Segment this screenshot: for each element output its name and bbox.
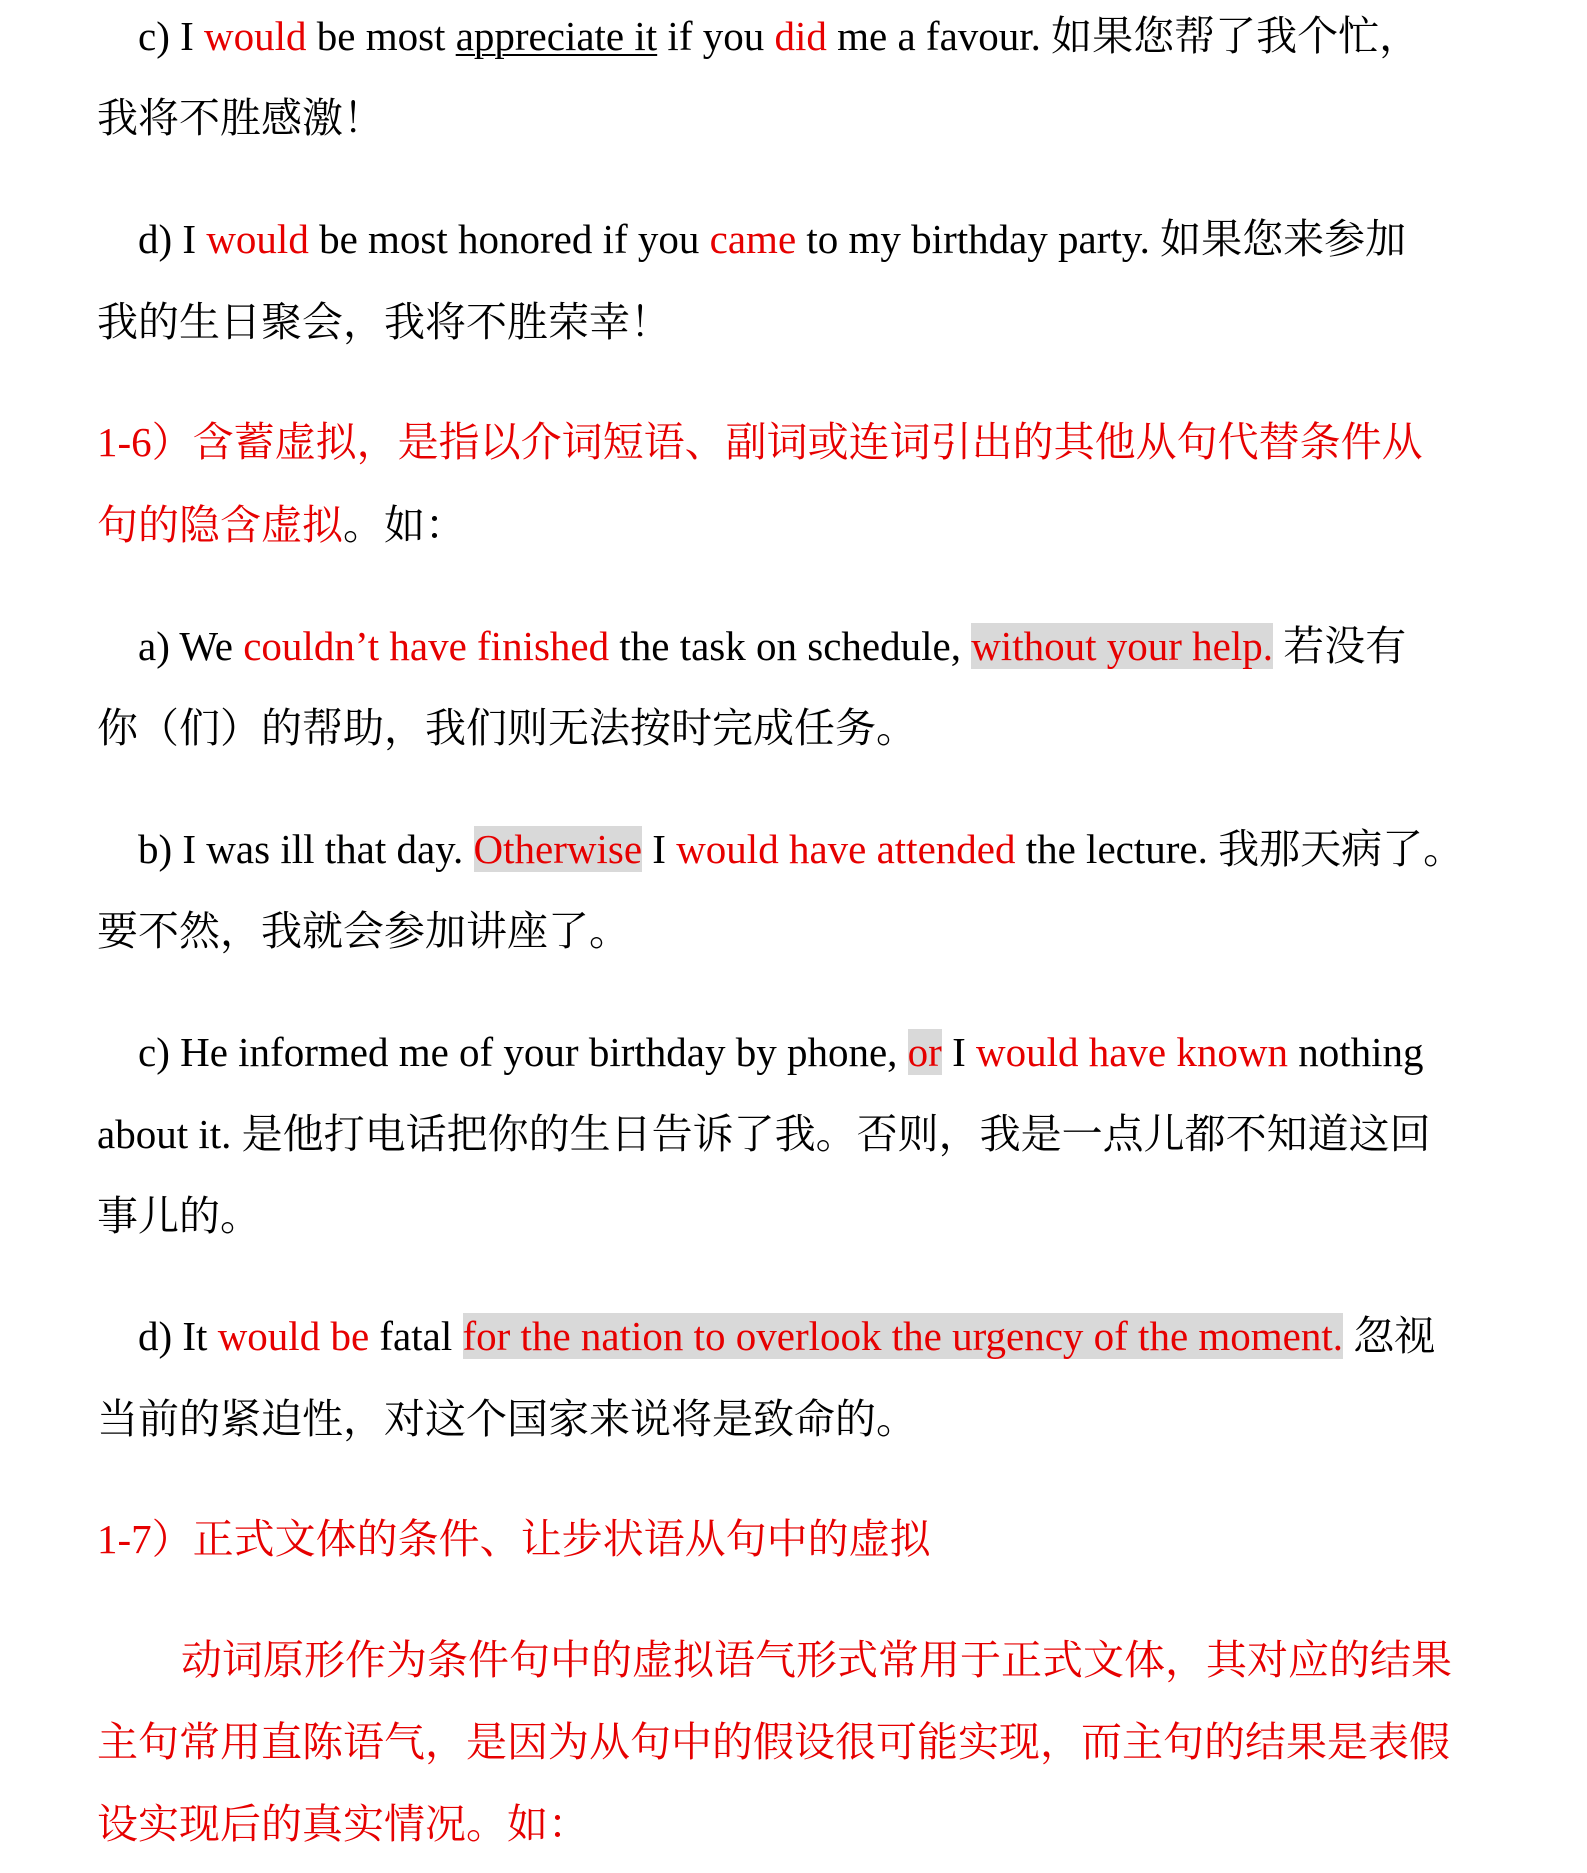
example-d2-text1: d) It: [138, 1313, 218, 1359]
example-c1-line2: 我将不胜感激！: [97, 95, 384, 141]
example-c2-verb: would have known: [975, 1029, 1288, 1075]
section-1-7-para-line3-text: 设实现后的真实情况。如：: [97, 1801, 589, 1847]
example-b-text1: b) I was ill that day.: [138, 826, 474, 872]
example-c1-text1: be most: [306, 13, 456, 59]
example-a-line2: 你（们）的帮助，我们则无法按时完成任务。: [97, 705, 917, 751]
section-1-7-heading: 1-7）正式文体的条件、让步状语从句中的虚拟: [97, 1516, 931, 1562]
example-c1-label: c) I: [138, 13, 205, 59]
example-d2-text3: 忽视: [1343, 1313, 1436, 1359]
example-d1-line1: [138, 211, 1406, 267]
example-d2-verb: would be: [217, 1313, 370, 1359]
example-b-verb: would have attended: [676, 826, 1016, 872]
example-c2-text2: I: [941, 1029, 976, 1075]
example-c1-text2: if you: [657, 13, 775, 59]
section-1-7-para-line3: [97, 1796, 589, 1852]
example-c2-line2: about it. 是他打电话把你的生日告诉了我。否则，我是一点儿都不知道这回: [97, 1111, 1431, 1157]
example-d2-line2: 当前的紧迫性，对这个国家来说将是致命的。: [97, 1396, 917, 1442]
example-d1-label: d) I: [138, 216, 207, 262]
example-d2-line1: [138, 1308, 1435, 1364]
example-b-line2: 要不然，我就会参加讲座了。: [97, 908, 630, 954]
section-1-6-line2: [97, 497, 466, 553]
example-b-text2: I: [642, 826, 677, 872]
example-a-label: a) We: [138, 623, 244, 669]
example-c1-line1: [138, 8, 1420, 64]
example-d1-line2: 我的生日聚会，我将不胜荣幸！: [97, 299, 671, 345]
section-1-6-term: 句的隐含虚拟: [97, 502, 343, 548]
example-a-verb: couldn’t have finished: [243, 623, 610, 669]
example-a-text2: 若没有: [1272, 623, 1407, 669]
example-d1-would: would: [206, 216, 309, 262]
example-c1-appreciate: appreciate it: [455, 13, 658, 59]
example-d1-text2: to my birthday party. 如果您来参加: [796, 216, 1407, 262]
example-d2-phrase: for the nation to overlook the urgency of the moment.: [462, 1313, 1344, 1359]
example-a-phrase: without your help.: [971, 623, 1273, 669]
example-b-phrase: Otherwise: [473, 826, 643, 872]
example-c2-line1: [138, 1024, 1424, 1080]
example-c2-text3: nothing: [1288, 1029, 1424, 1075]
section-1-6-suffix: 。如：: [343, 502, 466, 548]
example-c1-text3: me a favour. 如果您帮了我个忙，: [826, 13, 1421, 59]
example-c2-phrase: or: [907, 1029, 942, 1075]
section-1-6-heading: 1-6）含蓄虚拟，是指以介词短语、副词或连词引出的其他从句代替条件从: [97, 419, 1423, 465]
example-c1-would: would: [204, 13, 307, 59]
example-d2-text2: fatal: [369, 1313, 463, 1359]
example-b-text3: the lecture. 我那天病了。: [1015, 826, 1465, 872]
example-c1-did: did: [774, 13, 827, 59]
example-d1-text1: be most honored if you: [308, 216, 710, 262]
example-b-line1: [138, 821, 1464, 877]
example-c2-line3: 事儿的。: [97, 1193, 261, 1239]
example-d1-came: came: [709, 216, 797, 262]
example-a-text1: the task on schedule,: [609, 623, 972, 669]
example-a-line1: [138, 618, 1406, 674]
section-1-7-para-line2: 主句常用直陈语气，是因为从句中的假设很可能实现，而主句的结果是表假: [97, 1719, 1450, 1765]
section-1-7-para-line1: 动词原形作为条件句中的虚拟语气形式常用于正式文体，其对应的结果: [181, 1637, 1452, 1683]
example-c2-text1: c) He informed me of your birthday by phone,: [138, 1029, 908, 1075]
